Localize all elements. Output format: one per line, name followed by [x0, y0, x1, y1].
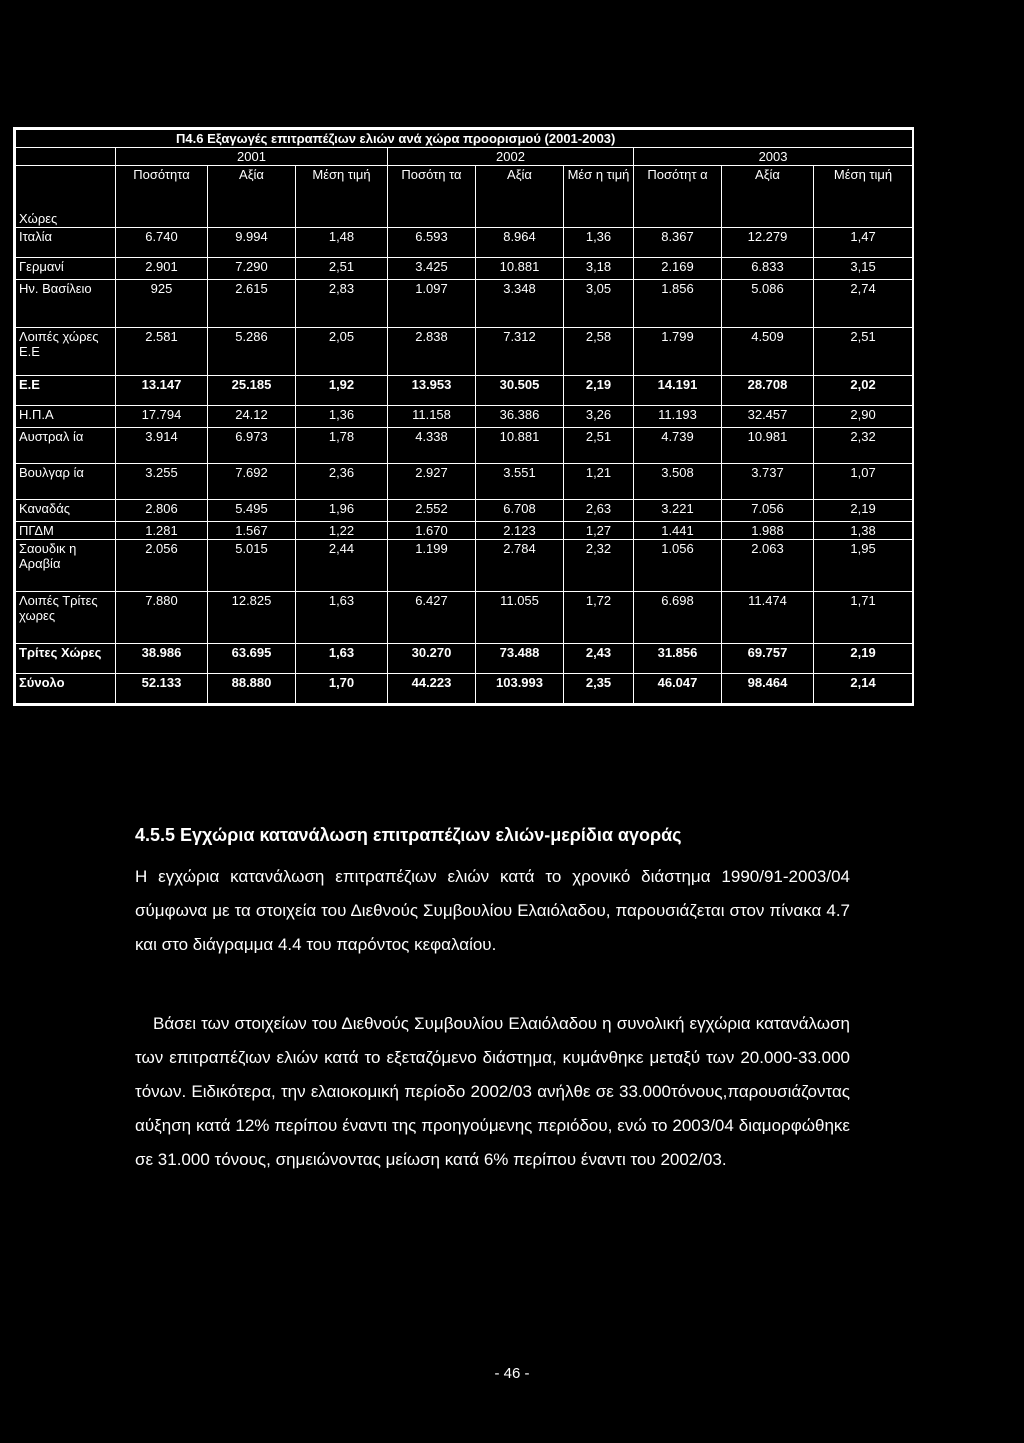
- value-cell: 1,27: [564, 522, 634, 540]
- value-cell: 52.133: [116, 674, 208, 704]
- value-cell: 3.255: [116, 464, 208, 500]
- value-cell: 1,07: [814, 464, 913, 500]
- table-row: [16, 258, 913, 280]
- exports-table: [15, 129, 913, 704]
- value-cell: 3,05: [564, 280, 634, 328]
- value-cell: 2,63: [564, 500, 634, 522]
- value-cell: 36.386: [476, 406, 564, 428]
- value-cell: 2,14: [814, 674, 913, 704]
- value-cell: 3.737: [722, 464, 814, 500]
- value-cell: 1,36: [296, 406, 388, 428]
- table-row: [16, 500, 913, 522]
- value-cell: 3.551: [476, 464, 564, 500]
- value-cell: 2.838: [388, 328, 476, 376]
- value-cell: 38.986: [116, 644, 208, 674]
- value-cell: 17.794: [116, 406, 208, 428]
- exports-table-container: [13, 127, 914, 706]
- value-cell: 30.505: [476, 376, 564, 406]
- column-header: Μέση τιμή: [296, 166, 388, 228]
- value-cell: 6.708: [476, 500, 564, 522]
- value-cell: 11.474: [722, 592, 814, 644]
- value-cell: 88.880: [208, 674, 296, 704]
- paragraph: Η εγχώρια κατανάλωση επιτραπέζιων ελιών κατά το χρονικό διάστημα 1990/91-2003/04 σύμφωνα με τα στοιχεία του Διεθνούς Συμβουλίου Ελαιόλαδου, παρουσιάζεται στον πίνακα 4.7 και στο διάγραμμα 4.4 του παρόντος κεφαλαίου.: [135, 867, 850, 954]
- country-cell: Ιταλία: [16, 228, 116, 258]
- value-cell: 11.193: [634, 406, 722, 428]
- value-cell: 24.12: [208, 406, 296, 428]
- value-cell: 2,19: [814, 644, 913, 674]
- value-cell: 1,70: [296, 674, 388, 704]
- corner-cell: [16, 148, 116, 166]
- country-cell: Καναδάς: [16, 500, 116, 522]
- table-row: [16, 644, 913, 674]
- value-cell: 28.708: [722, 376, 814, 406]
- value-cell: 2.581: [116, 328, 208, 376]
- value-cell: 4.338: [388, 428, 476, 464]
- value-cell: 2,02: [814, 376, 913, 406]
- value-cell: 3.914: [116, 428, 208, 464]
- value-cell: 69.757: [722, 644, 814, 674]
- table-row: [16, 428, 913, 464]
- value-cell: 46.047: [634, 674, 722, 704]
- table-row: [16, 674, 913, 704]
- value-cell: 98.464: [722, 674, 814, 704]
- value-cell: 925: [116, 280, 208, 328]
- value-cell: 1,22: [296, 522, 388, 540]
- table-row: [16, 376, 913, 406]
- country-cell: Γερμανί: [16, 258, 116, 280]
- table-row: [16, 280, 913, 328]
- value-cell: 73.488: [476, 644, 564, 674]
- table-row: [16, 592, 913, 644]
- value-cell: 3.425: [388, 258, 476, 280]
- section-heading: 4.5.5 Εγχώρια κατανάλωση επιτραπέζιων ελιών-μερίδια αγοράς: [135, 825, 682, 845]
- value-cell: 1.856: [634, 280, 722, 328]
- table-title: Π4.6 Εξαγωγές επιτραπέζιων ελιών ανά χώρα προορισμού (2001-2003): [16, 130, 913, 148]
- value-cell: 1,36: [564, 228, 634, 258]
- value-cell: 63.695: [208, 644, 296, 674]
- value-cell: 10.981: [722, 428, 814, 464]
- country-cell: Σαουδικ η Αραβία: [16, 540, 116, 592]
- value-cell: 4.739: [634, 428, 722, 464]
- value-cell: 8.964: [476, 228, 564, 258]
- page-number: - 46 -: [494, 1365, 530, 1382]
- value-cell: 2,35: [564, 674, 634, 704]
- year-header: 2003: [634, 148, 913, 166]
- value-cell: 3.348: [476, 280, 564, 328]
- value-cell: 4.509: [722, 328, 814, 376]
- value-cell: 1.097: [388, 280, 476, 328]
- value-cell: 1.799: [634, 328, 722, 376]
- column-header: Ποσότη τα: [388, 166, 476, 228]
- value-cell: 2,90: [814, 406, 913, 428]
- value-cell: 1,72: [564, 592, 634, 644]
- country-cell: ΠΓΔΜ: [16, 522, 116, 540]
- value-cell: 32.457: [722, 406, 814, 428]
- value-cell: 13.953: [388, 376, 476, 406]
- value-cell: 2,44: [296, 540, 388, 592]
- value-cell: 1,71: [814, 592, 913, 644]
- value-cell: 2.056: [116, 540, 208, 592]
- value-cell: 3,15: [814, 258, 913, 280]
- value-cell: 5.086: [722, 280, 814, 328]
- country-cell: Σύνολο: [16, 674, 116, 704]
- country-cell: Αυστραλ ία: [16, 428, 116, 464]
- value-cell: 1.670: [388, 522, 476, 540]
- value-cell: 12.279: [722, 228, 814, 258]
- country-cell: Λοιπές χώρες Ε.Ε: [16, 328, 116, 376]
- paragraph: Βάσει των στοιχείων του Διεθνούς Συμβουλίου Ελαιόλαδου η συνολική εγχώρια κατανάλωση των επιτραπέζιων ελιών κατά το εξεταζόμενο διάστημα, κυμάνθηκε μεταξύ των 20.000-33.000 τόνων. Ειδικότερα, την ελαιοκομική περίοδο 2002/03 ανήλθε σε 33.000τόνους,παρουσιάζοντας αύξηση κατά 12% περίπου έναντι της προηγούμενης περιόδου, ενώ το 2003/04 διαμορφώθηκε σε 31.000 τόνους, σημειώνοντας μείωση κατά 6% περίπου έναντι του 2002/03.: [135, 1014, 850, 1169]
- value-cell: 2.615: [208, 280, 296, 328]
- value-cell: 44.223: [388, 674, 476, 704]
- value-cell: 1,38: [814, 522, 913, 540]
- year-header: 2001: [116, 148, 388, 166]
- value-cell: 6.593: [388, 228, 476, 258]
- value-cell: 2,32: [564, 540, 634, 592]
- column-header: Αξία: [476, 166, 564, 228]
- country-cell: Τρίτες Χώρες: [16, 644, 116, 674]
- country-cell: Λοιπές Τρίτες χωρες: [16, 592, 116, 644]
- value-cell: 2.552: [388, 500, 476, 522]
- column-header: Αξία: [722, 166, 814, 228]
- value-cell: 2,19: [564, 376, 634, 406]
- value-cell: 6.427: [388, 592, 476, 644]
- value-cell: 31.856: [634, 644, 722, 674]
- value-cell: 2,43: [564, 644, 634, 674]
- value-cell: 1,21: [564, 464, 634, 500]
- value-cell: 1,47: [814, 228, 913, 258]
- value-cell: 5.015: [208, 540, 296, 592]
- table-row: [16, 406, 913, 428]
- value-cell: 6.698: [634, 592, 722, 644]
- value-cell: 2.806: [116, 500, 208, 522]
- value-cell: 2,51: [814, 328, 913, 376]
- value-cell: 13.147: [116, 376, 208, 406]
- value-cell: 6.740: [116, 228, 208, 258]
- value-cell: 10.881: [476, 258, 564, 280]
- value-cell: 5.286: [208, 328, 296, 376]
- column-header: Ποσότητα: [116, 166, 208, 228]
- value-cell: 5.495: [208, 500, 296, 522]
- table-row: [16, 328, 913, 376]
- value-cell: 1.199: [388, 540, 476, 592]
- value-cell: 2,05: [296, 328, 388, 376]
- value-cell: 7.692: [208, 464, 296, 500]
- value-cell: 14.191: [634, 376, 722, 406]
- column-header: Ποσότητ α: [634, 166, 722, 228]
- value-cell: 2.784: [476, 540, 564, 592]
- value-cell: 103.993: [476, 674, 564, 704]
- column-header: Μέση τιμή: [814, 166, 913, 228]
- table-row: [16, 540, 913, 592]
- value-cell: 3.221: [634, 500, 722, 522]
- value-cell: 6.833: [722, 258, 814, 280]
- value-cell: 1,63: [296, 592, 388, 644]
- year-header: 2002: [388, 148, 634, 166]
- row-header: Χώρες: [16, 166, 116, 228]
- value-cell: 1.056: [634, 540, 722, 592]
- value-cell: 2,32: [814, 428, 913, 464]
- value-cell: 2.901: [116, 258, 208, 280]
- value-cell: 7.880: [116, 592, 208, 644]
- value-cell: 7.056: [722, 500, 814, 522]
- column-header: Αξία: [208, 166, 296, 228]
- value-cell: 11.158: [388, 406, 476, 428]
- table-row: [16, 464, 913, 500]
- value-cell: 3,26: [564, 406, 634, 428]
- value-cell: 7.312: [476, 328, 564, 376]
- value-cell: 25.185: [208, 376, 296, 406]
- value-cell: 1.567: [208, 522, 296, 540]
- value-cell: 2.063: [722, 540, 814, 592]
- value-cell: 1,92: [296, 376, 388, 406]
- value-cell: 7.290: [208, 258, 296, 280]
- value-cell: 3.508: [634, 464, 722, 500]
- value-cell: 12.825: [208, 592, 296, 644]
- value-cell: 2,83: [296, 280, 388, 328]
- value-cell: 2,36: [296, 464, 388, 500]
- table-row: [16, 522, 913, 540]
- value-cell: 2,58: [564, 328, 634, 376]
- value-cell: 9.994: [208, 228, 296, 258]
- value-cell: 1,96: [296, 500, 388, 522]
- value-cell: 2,19: [814, 500, 913, 522]
- country-cell: Η.Π.Α: [16, 406, 116, 428]
- table-row: [16, 228, 913, 258]
- value-cell: 3,18: [564, 258, 634, 280]
- value-cell: 1.441: [634, 522, 722, 540]
- value-cell: 1,63: [296, 644, 388, 674]
- value-cell: 1,78: [296, 428, 388, 464]
- value-cell: 1,95: [814, 540, 913, 592]
- value-cell: 1,48: [296, 228, 388, 258]
- value-cell: 10.881: [476, 428, 564, 464]
- value-cell: 6.973: [208, 428, 296, 464]
- value-cell: 1.988: [722, 522, 814, 540]
- country-cell: Ην. Βασίλειο: [16, 280, 116, 328]
- value-cell: 11.055: [476, 592, 564, 644]
- value-cell: 2,51: [296, 258, 388, 280]
- value-cell: 2.169: [634, 258, 722, 280]
- value-cell: 8.367: [634, 228, 722, 258]
- value-cell: 2,51: [564, 428, 634, 464]
- value-cell: 2.927: [388, 464, 476, 500]
- country-cell: Βουλγαρ ία: [16, 464, 116, 500]
- country-cell: Ε.Ε: [16, 376, 116, 406]
- value-cell: 2.123: [476, 522, 564, 540]
- value-cell: 2,74: [814, 280, 913, 328]
- column-header: Μέσ η τιμή: [564, 166, 634, 228]
- value-cell: 1.281: [116, 522, 208, 540]
- table-body: [16, 228, 913, 704]
- value-cell: 30.270: [388, 644, 476, 674]
